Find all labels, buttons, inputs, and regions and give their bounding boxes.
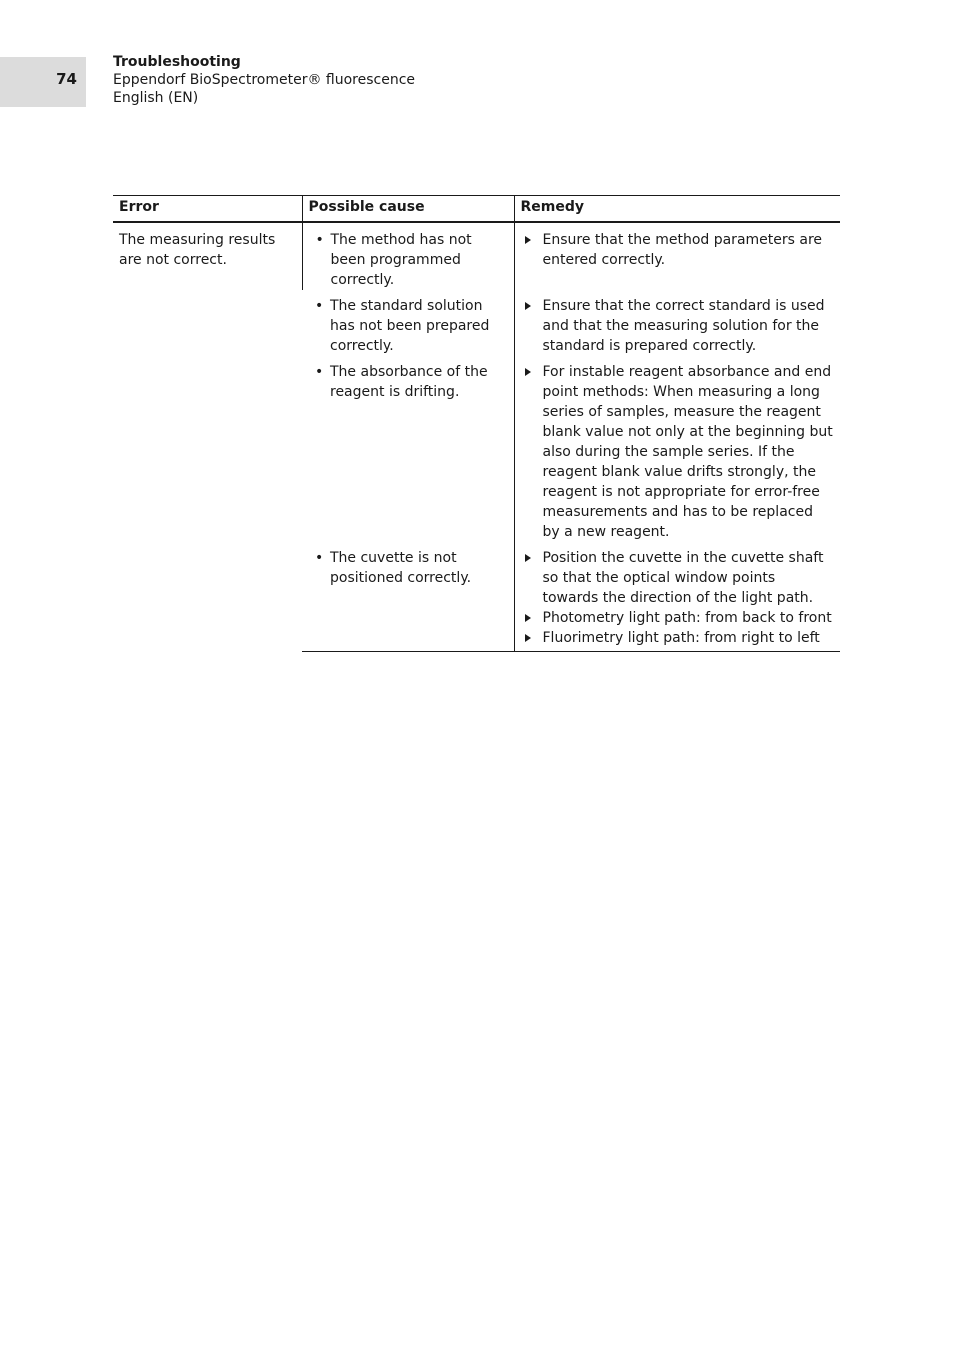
triangle-right-icon bbox=[525, 554, 531, 562]
triangle-right-icon bbox=[525, 614, 531, 622]
remedy-text: Ensure that the correct standard is used and that the measuring solution for the standard is prepared correctly. bbox=[542, 298, 825, 354]
column-header-error: Error bbox=[113, 196, 302, 223]
remedy-text: Fluorimetry light path: from right to left bbox=[542, 630, 820, 646]
cause-text: The method has not been programmed correctly. bbox=[330, 232, 472, 288]
bullet-icon: • bbox=[315, 364, 324, 380]
remedy-cell bbox=[514, 542, 840, 652]
triangle-right-icon bbox=[525, 634, 531, 642]
triangle-right-icon bbox=[525, 236, 531, 244]
remedy-cell bbox=[514, 356, 840, 542]
remedy-cell bbox=[514, 222, 840, 290]
remedy-item bbox=[521, 230, 835, 270]
cause-text: The standard solution has not been prepared correctly. bbox=[330, 298, 490, 354]
cause-cell bbox=[302, 222, 514, 290]
remedy-item bbox=[521, 608, 835, 628]
cause-cell bbox=[302, 542, 514, 652]
table-header-row bbox=[113, 196, 840, 223]
triangle-right-icon bbox=[525, 368, 531, 376]
cause-text: The cuvette is not positioned correctly. bbox=[330, 550, 472, 586]
page-number: 74 bbox=[56, 70, 77, 88]
cause-item bbox=[309, 230, 508, 290]
cause-text: The absorbance of the reagent is drifting. bbox=[330, 364, 488, 400]
language-label: English (EN) bbox=[113, 90, 199, 106]
bullet-icon: • bbox=[315, 298, 324, 314]
remedy-item bbox=[521, 362, 835, 542]
troubleshooting-table bbox=[113, 195, 840, 652]
error-cell: The measuring results are not correct. bbox=[119, 232, 276, 268]
cause-item bbox=[308, 296, 508, 356]
section-title: Troubleshooting bbox=[113, 54, 241, 70]
triangle-right-icon bbox=[525, 302, 531, 310]
product-name: Eppendorf BioSpectrometer® fluorescence bbox=[113, 72, 416, 88]
remedy-text: Photometry light path: from back to front bbox=[542, 610, 832, 626]
remedy-text: For instable reagent absorbance and end point methods: When measuring a long series of samples, measure the reagent blank value not only at the beginning but also during the sample series. If the reagent blank value drifts strongly, the reagent is not appropriate for error-free measurements and has to be replaced by a new reagent. bbox=[542, 364, 833, 540]
bullet-icon: • bbox=[315, 550, 324, 566]
cause-item bbox=[308, 362, 508, 402]
cause-item bbox=[308, 548, 508, 588]
page-header bbox=[113, 53, 415, 107]
cause-cell bbox=[302, 290, 514, 356]
cause-cell bbox=[302, 356, 514, 542]
remedy-item bbox=[521, 296, 835, 356]
remedy-text: Position the cuvette in the cuvette shaft so that the optical window points towards the direction of the light path. bbox=[542, 550, 824, 606]
remedy-cell bbox=[514, 290, 840, 356]
column-header-cause: Possible cause bbox=[302, 196, 514, 223]
remedy-item bbox=[521, 628, 835, 648]
column-header-remedy: Remedy bbox=[514, 196, 840, 223]
table-row bbox=[113, 222, 840, 290]
remedy-text: Ensure that the method parameters are entered correctly. bbox=[542, 232, 823, 268]
remedy-item bbox=[521, 548, 835, 608]
bullet-icon: • bbox=[315, 232, 324, 248]
